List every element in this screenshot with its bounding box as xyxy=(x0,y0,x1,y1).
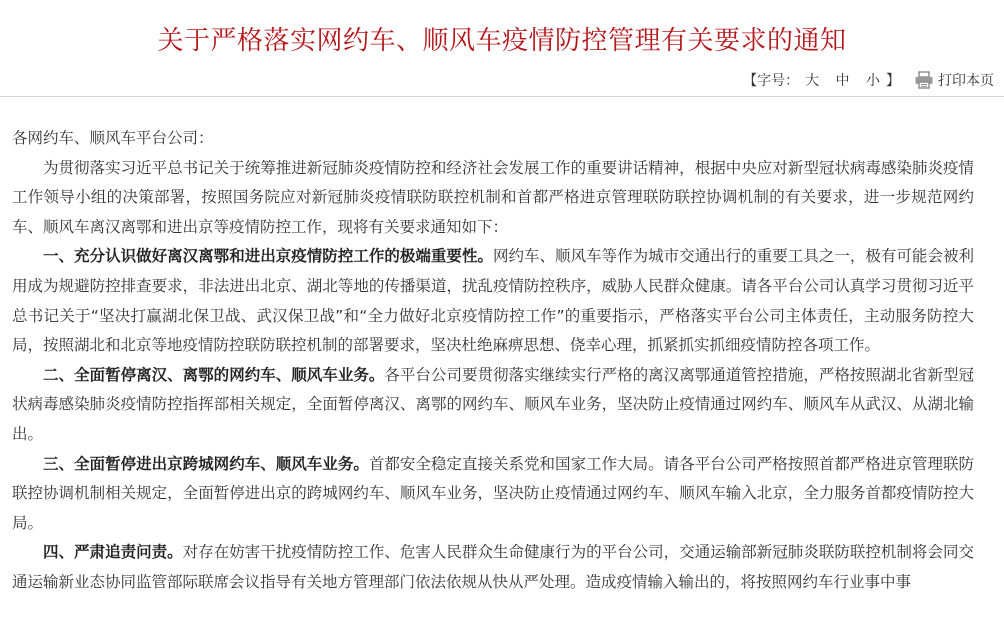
section-paragraph xyxy=(12,450,974,539)
font-size-label: 字号： xyxy=(757,73,800,89)
font-size-large-button[interactable]: 大 xyxy=(805,73,820,89)
section-paragraph xyxy=(12,242,974,360)
section-text: 各平台公司要贯彻落实继续实行严格的离汉离鄂通道管控措施，严格按照湖北省新型冠状病毒感染肺炎疫情防控指挥部相关规定，全面暂停离汉、离鄂的网约车、顺风车业务，坚决防止疫情通过网约车、顺风车从武汉、从湖北输出。 xyxy=(12,365,974,443)
section-heading: 一、充分认识做好离汉离鄂和进出京疫情防控工作的极端重要性。 xyxy=(43,247,493,266)
article-body xyxy=(12,124,974,598)
section-paragraph xyxy=(12,361,974,450)
print-button[interactable] xyxy=(914,70,994,90)
bracket-open: 【 xyxy=(743,73,758,89)
section-text: 网约车、顺风车等作为城市交通出行的重要工具之一，极有可能会被利用成为规避防控排查要求，非法进出北京、湖北等地的传播渠道，扰乱疫情防控秩序，威胁人民群众健康。请各平台公司认真学习贯彻习近平总书记关于“坚决打赢湖北保卫战、武汉保卫战”和“全力做好北京疫情防控工作”的重要指示，严格落实平台公司主体责任，主动服务防控大局，按照湖北和北京等地疫情防控联防联控机制的部署要求，坚决杜绝麻痹思想、侥幸心理，抓紧抓实抓细疫情防控各项工作。 xyxy=(12,247,974,355)
section-heading: 二、全面暂停离汉、离鄂的网约车、顺风车业务。 xyxy=(43,365,385,384)
intro-paragraph: 为贯彻落实习近平总书记关于统筹推进新冠肺炎疫情防控和经济社会发展工作的重要讲话精神，根据中央应对新型冠状病毒感染肺炎疫情工作领导小组的决策部署，按照国务院应对新冠肺炎疫情联防联控机制和首都严格进京管理联防联控协调机制的有关要求，进一步规范网约车、顺风车离汉离鄂和进出京等疫情防控工作，现将有关要求通知如下： xyxy=(12,158,974,236)
page-title: 关于严格落实网约车、顺风车疫情防控管理有关要求的通知 xyxy=(157,26,847,56)
header-divider xyxy=(0,96,1004,97)
print-label: 打印本页 xyxy=(938,73,994,89)
salutation: 各网约车、顺风车平台公司： xyxy=(12,129,214,147)
section-paragraph xyxy=(12,538,974,597)
section-heading: 三、全面暂停进出京跨城网约车、顺风车业务。 xyxy=(43,454,369,473)
font-size-medium-button[interactable]: 中 xyxy=(835,73,850,89)
font-size-small-button[interactable]: 小 xyxy=(866,73,880,89)
bracket-close: 】 xyxy=(886,73,900,89)
printer-icon xyxy=(914,71,934,89)
section-text: 首都安全稳定直接关系党和国家工作大局。请各平台公司严格按照首都严格进京管理联防联控协调机制相关规定，全面暂停进出京的跨城网约车、顺风车业务，坚决防止疫情通过网约车、顺风车输入北京，全力服务首都疫情防控大局。 xyxy=(12,454,974,532)
article-toolbar xyxy=(743,70,994,90)
section-heading: 四、严肃追责问责。 xyxy=(43,543,183,562)
font-size-options xyxy=(799,70,886,90)
section-text: 对存在妨害干扰疫情防控工作、危害人民群众生命健康行为的平台公司，交通运输部新冠肺炎联防联控机制将会同交通运输新业态协同监管部际联席会议指导有关地方管理部门依法依规从快从严处理。造成疫情输入输出的，将按照网约车行业事中事 xyxy=(12,543,974,591)
